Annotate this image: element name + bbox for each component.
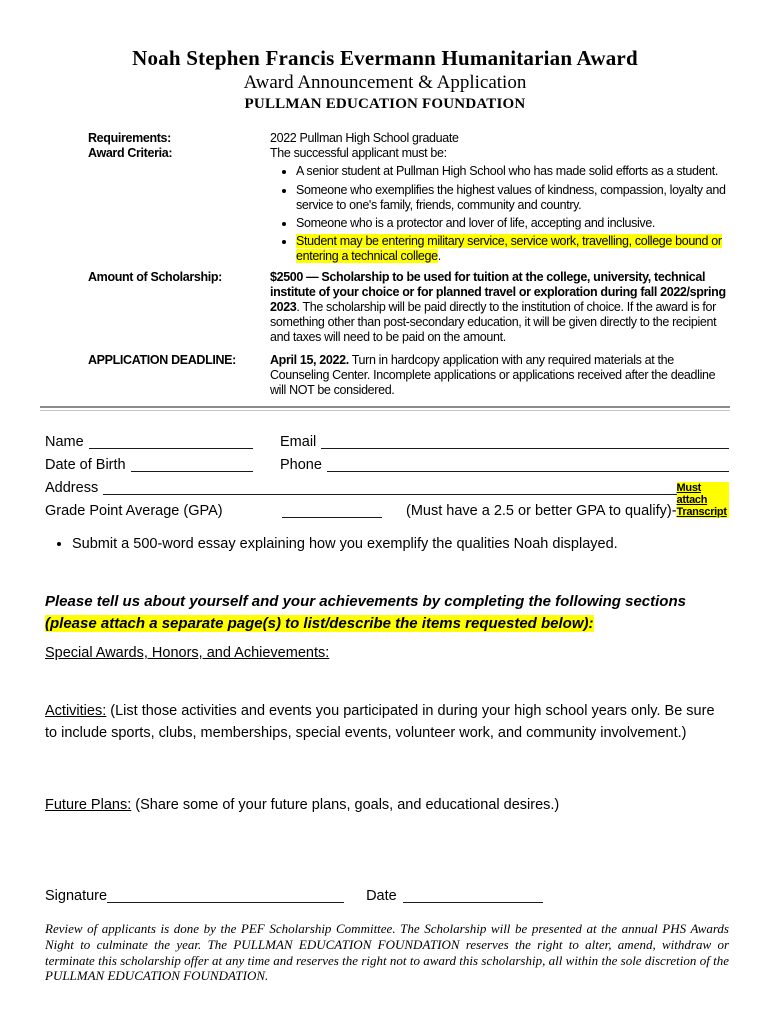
- section-divider: [40, 406, 730, 411]
- dob-field-line[interactable]: [131, 471, 253, 472]
- organization-name: PULLMAN EDUCATION FOUNDATION: [244, 96, 526, 112]
- phone-label: Phone: [280, 457, 322, 473]
- document-header: [0, 46, 770, 113]
- email-label: Email: [280, 434, 317, 450]
- instructions-paragraph: [45, 591, 713, 634]
- address-field-group: [45, 480, 700, 496]
- phone-field-line[interactable]: [327, 471, 729, 472]
- criteria-intro: The successful applicant must be:: [270, 146, 447, 161]
- applicant-form: [45, 429, 729, 521]
- criteria-value: [270, 146, 728, 267]
- essay-bullet-text: Submit a 500-word essay explaining how you exemplify the qualities Noah displayed.: [72, 536, 618, 552]
- requirements-value: 2022 Pullman High School graduate: [270, 131, 459, 145]
- application-deadline-row: [88, 353, 728, 399]
- instructions-plain: Please tell us about yourself and your achievements by completing the following sections: [45, 593, 686, 610]
- scholarship-amount-bold: $2500 — Scholarship to be used for tuition at the college, university, technical institute of your choice or for planned travel or exploration during fall 2022/spring 2023: [270, 269, 726, 315]
- transcript-required-note: Must attach Transcript: [677, 482, 729, 518]
- scholarship-amount-value: [270, 270, 728, 346]
- email-field-line[interactable]: [321, 448, 729, 449]
- future-plans-description: (Share some of your future plans, goals, and educational desires.): [131, 797, 560, 813]
- document-subtitle: Award Announcement & Application: [243, 72, 527, 93]
- criteria-bullet: [296, 216, 728, 231]
- signature-label: Signature: [45, 888, 108, 904]
- date-label: Date: [366, 888, 397, 904]
- name-label: Name: [45, 434, 84, 450]
- criteria-bullet-list: [270, 164, 728, 264]
- future-plans-heading: Future Plans:: [45, 797, 132, 813]
- dob-field-group: [45, 457, 253, 473]
- form-row-address: [45, 475, 729, 496]
- criteria-bullet-text: Someone who is a protector and lover of life, accepting and inclusive.: [296, 216, 656, 231]
- signature-field-line[interactable]: [107, 902, 344, 903]
- form-row-dob-phone: [45, 452, 729, 473]
- gpa-label: Grade Point Average (GPA): [45, 503, 223, 519]
- form-row-name-email: [45, 429, 729, 450]
- criteria-bullet-text: Student may be entering military service, service work, travelling, college bound or entering a technical college: [296, 234, 722, 264]
- criteria-bullet-text: Someone who exemplifies the highest values of kindness, compassion, loyalty and service to one's family, friends, community and country.: [296, 182, 726, 212]
- criteria-row: [88, 146, 728, 267]
- criteria-bullet-text: A senior student at Pullman High School who has made solid efforts as a student.: [296, 164, 719, 179]
- instructions-highlighted: (please attach a separate page(s) to list/describe the items requested below):: [45, 614, 594, 632]
- requirements-row: [88, 131, 728, 146]
- activities-section: [45, 701, 725, 744]
- activities-heading: Activities:: [45, 703, 107, 719]
- essay-bullet-list: [45, 536, 705, 552]
- awards-section: [45, 645, 329, 661]
- criteria-label: Award Criteria:: [88, 146, 173, 161]
- award-info-block: [88, 131, 728, 398]
- name-field-group: [45, 434, 253, 450]
- future-plans-section: [45, 797, 725, 813]
- essay-requirement: [45, 536, 705, 552]
- scholarship-amount-label: Amount of Scholarship:: [88, 269, 222, 284]
- legal-footer: Review of applicants is done by the PEF Scholarship Committee. The Scholarship will be presented at the annual PHS Awards Night to culminate the year. The PULLMAN EDUCATION FOUNDATION reserves the right to alter, amend, withdraw or terminate this scholarship offer at any time and reserves the right not to award this scholarship, all within the sole discretion of the PULLMAN EDUCATION FOUNDATION.: [45, 921, 729, 984]
- deadline-date-bold: April 15, 2022.: [270, 352, 349, 367]
- requirements-label: Requirements:: [88, 131, 171, 145]
- deadline-rest: Turn in hardcopy application with any required materials at the Counseling Center. Incomplete applications or applications received after the deadline will NOT be considered.: [270, 352, 716, 398]
- name-field-line[interactable]: [89, 448, 253, 449]
- activities-description: (List those activities and events you participated in during your high school years only. Be sure to include sports, clubs, memberships, special events, volunteer work, and community involvement.): [45, 703, 715, 741]
- dob-label: Date of Birth: [45, 457, 126, 473]
- document-title: Noah Stephen Francis Evermann Humanitarian Award: [132, 46, 638, 70]
- date-field-line[interactable]: [403, 902, 543, 903]
- gpa-field-line[interactable]: [282, 517, 382, 518]
- scholarship-amount-rest: . The scholarship will be paid directly to the institution of choice. If the award is for something other than post-secondary education, it will be given directly to the recipient and taxes will need to be paid on the amount.: [270, 300, 717, 345]
- application-deadline-value: [270, 353, 728, 399]
- signature-row: [45, 884, 685, 904]
- criteria-bullet: [296, 183, 728, 213]
- criteria-bullet-highlighted: [296, 234, 728, 264]
- criteria-bullet-suffix: .: [437, 249, 441, 264]
- email-field-group: [280, 434, 729, 450]
- phone-field-group: [280, 457, 729, 473]
- essay-bullet: [72, 536, 705, 552]
- address-field-line[interactable]: [103, 494, 700, 495]
- criteria-bullet: [296, 164, 728, 179]
- address-label: Address: [45, 480, 99, 496]
- scholarship-amount-row: [88, 270, 728, 346]
- application-deadline-label: APPLICATION DEADLINE:: [88, 352, 236, 367]
- awards-heading: Special Awards, Honors, and Achievements:: [45, 645, 330, 661]
- gpa-qualification-note: (Must have a 2.5 or better GPA to qualify)-: [406, 503, 677, 519]
